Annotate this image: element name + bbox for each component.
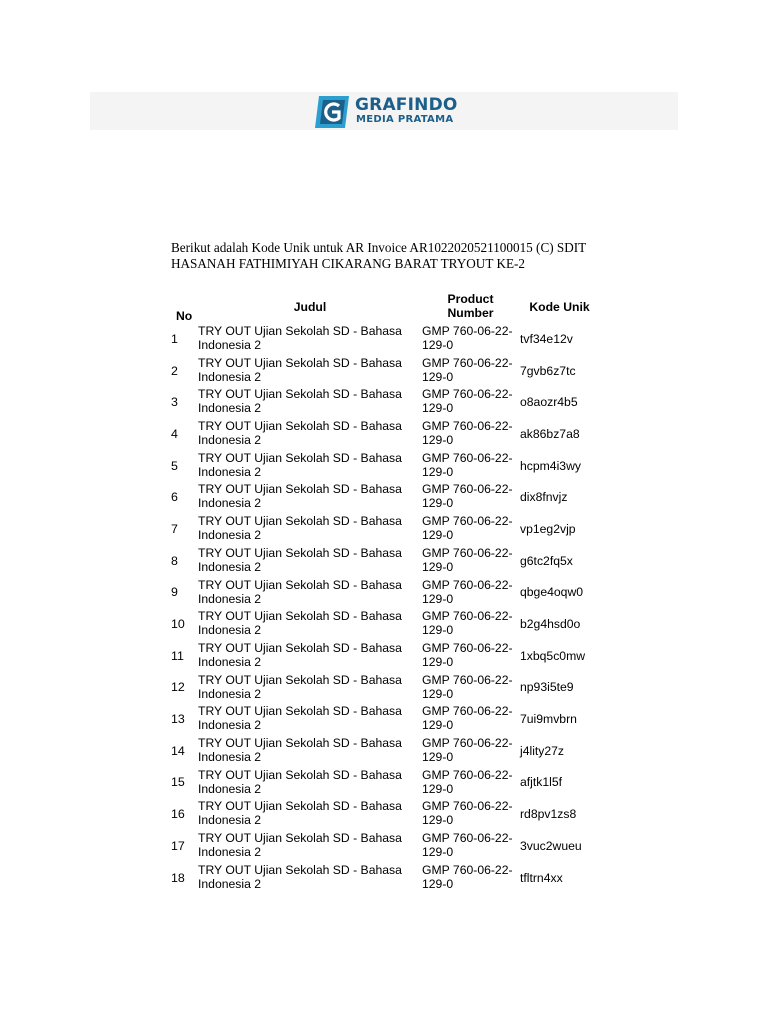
table-row xyxy=(170,798,600,830)
cell-product-number-line-1: GMP 760-06-22- xyxy=(422,324,513,338)
table-row xyxy=(170,355,600,387)
grafindo-logo-icon xyxy=(313,94,353,130)
header-product-number-line-1: Product xyxy=(447,292,494,306)
table-row xyxy=(170,513,600,545)
cell-judul-line-2: Indonesia 2 xyxy=(198,686,262,701)
cell-judul xyxy=(198,450,422,482)
cell-judul-line-2: Indonesia 2 xyxy=(198,845,262,859)
cell-judul-line-2: Indonesia 2 xyxy=(198,433,262,448)
table-row xyxy=(170,608,600,640)
cell-product-number-line-1: GMP 760-06-22- xyxy=(422,514,513,529)
cell-judul-line-2: Indonesia 2 xyxy=(198,623,262,638)
cell-judul-line-1: TRY OUT Ujian Sekolah SD - Bahasa xyxy=(198,609,402,624)
cell-kode-unik: tvf34e12v xyxy=(520,331,573,346)
cell-judul-line-1: TRY OUT Ujian Sekolah SD - Bahasa xyxy=(198,672,402,687)
cell-judul xyxy=(198,862,422,894)
cell-product-number-line-1: GMP 760-06-22- xyxy=(422,767,513,782)
cell-product-number xyxy=(422,798,519,830)
cell-no: 6 xyxy=(171,490,178,505)
cell-product-number-line-1: GMP 760-06-22- xyxy=(422,482,513,497)
cell-product-number-line-1: GMP 760-06-22- xyxy=(422,704,513,719)
header-kode-unik: Kode Unik xyxy=(529,300,590,314)
cell-no: 5 xyxy=(171,458,178,473)
cell-judul xyxy=(198,703,422,735)
cell-no: 13 xyxy=(171,712,185,727)
kode-unik-table xyxy=(170,292,600,893)
cell-judul xyxy=(198,323,422,355)
cell-judul-line-2: Indonesia 2 xyxy=(198,338,262,352)
cell-judul-line-2: Indonesia 2 xyxy=(198,654,262,669)
header-no: No xyxy=(176,309,193,323)
cell-judul-line-1: TRY OUT Ujian Sekolah SD - Bahasa xyxy=(198,355,402,370)
cell-judul xyxy=(198,418,422,450)
cell-kode-unik: j4lity27z xyxy=(520,743,565,758)
cell-product-number xyxy=(422,830,519,862)
cell-kode-unik: vp1eg2vjp xyxy=(520,521,576,536)
cell-judul-line-1: TRY OUT Ujian Sekolah SD - Bahasa xyxy=(198,862,402,877)
intro-line-1: Berikut adalah Kode Unik untuk AR Invoice AR1022020521100015 (C) SDIT xyxy=(171,240,587,255)
cell-product-number-line-1: GMP 760-06-22- xyxy=(422,735,513,750)
cell-product-number-line-2: 129-0 xyxy=(422,654,454,669)
cell-judul xyxy=(198,481,422,513)
cell-product-number-line-2: 129-0 xyxy=(422,401,454,416)
cell-product-number-line-2: 129-0 xyxy=(422,464,454,479)
cell-judul xyxy=(198,545,422,577)
cell-product-number xyxy=(422,545,519,577)
cell-product-number xyxy=(422,735,519,767)
cell-kode-unik: afjtk1l5f xyxy=(520,775,563,790)
cell-product-number-line-2: 129-0 xyxy=(422,718,454,733)
cell-judul-line-2: Indonesia 2 xyxy=(198,718,262,733)
cell-judul-line-1: TRY OUT Ujian Sekolah SD - Bahasa xyxy=(198,514,402,529)
header-judul: Judul xyxy=(293,300,327,314)
cell-judul xyxy=(198,767,422,799)
cell-kode-unik: g6tc2fq5x xyxy=(520,553,573,568)
cell-product-number xyxy=(422,513,519,545)
table-header-row xyxy=(170,292,600,323)
cell-product-number-line-2: 129-0 xyxy=(422,338,454,352)
table-row xyxy=(170,450,600,482)
cell-kode-unik: hcpm4i3wy xyxy=(520,458,581,473)
table-row xyxy=(170,577,600,609)
cell-product-number-line-2: 129-0 xyxy=(422,749,454,764)
table-row xyxy=(170,640,600,672)
cell-kode-unik: dix8fnvjz xyxy=(520,490,568,505)
cell-judul-line-2: Indonesia 2 xyxy=(198,749,262,764)
table-row xyxy=(170,767,600,799)
cell-product-number xyxy=(422,481,519,513)
cell-kode-unik: qbge4oqw0 xyxy=(520,585,584,600)
cell-no: 1 xyxy=(171,331,178,346)
cell-product-number-line-2: 129-0 xyxy=(422,496,454,511)
cell-product-number-line-2: 129-0 xyxy=(422,369,454,384)
cell-product-number-line-1: GMP 760-06-22- xyxy=(422,609,513,624)
cell-product-number-line-1: GMP 760-06-22- xyxy=(422,355,513,370)
cell-kode-unik: rd8pv1zs8 xyxy=(520,807,577,822)
cell-kode-unik: 7gvb6z7tc xyxy=(520,363,576,378)
cell-kode-unik: 3vuc2wueu xyxy=(520,838,582,853)
cell-product-number-line-2: 129-0 xyxy=(422,781,454,796)
cell-judul-line-2: Indonesia 2 xyxy=(198,781,262,796)
cell-product-number-line-1: GMP 760-06-22- xyxy=(422,545,513,560)
cell-product-number xyxy=(422,418,519,450)
table-row xyxy=(170,830,600,862)
cell-no: 16 xyxy=(171,807,185,822)
cell-product-number xyxy=(422,450,519,482)
cell-product-number-line-1: GMP 760-06-22- xyxy=(422,862,513,877)
cell-judul xyxy=(198,830,422,862)
cell-product-number xyxy=(422,862,519,894)
cell-judul-line-1: TRY OUT Ujian Sekolah SD - Bahasa xyxy=(198,387,402,402)
cell-no: 3 xyxy=(171,395,178,410)
cell-product-number xyxy=(422,640,519,672)
cell-kode-unik: ak86bz7a8 xyxy=(520,426,580,441)
cell-kode-unik: tfltrn4xx xyxy=(520,870,563,885)
cell-judul-line-1: TRY OUT Ujian Sekolah SD - Bahasa xyxy=(198,640,402,655)
cell-product-number-line-1: GMP 760-06-22- xyxy=(422,419,513,434)
cell-judul xyxy=(198,577,422,609)
table-row xyxy=(170,418,600,450)
cell-judul-line-1: TRY OUT Ujian Sekolah SD - Bahasa xyxy=(198,419,402,434)
cell-no: 18 xyxy=(171,870,185,885)
cell-judul-line-1: TRY OUT Ujian Sekolah SD - Bahasa xyxy=(198,577,402,592)
cell-judul-line-1: TRY OUT Ujian Sekolah SD - Bahasa xyxy=(198,545,402,560)
cell-product-number-line-2: 129-0 xyxy=(422,845,454,859)
cell-judul-line-1: TRY OUT Ujian Sekolah SD - Bahasa xyxy=(198,324,402,338)
cell-judul-line-2: Indonesia 2 xyxy=(198,559,262,574)
table-body xyxy=(170,323,600,893)
cell-product-number xyxy=(422,577,519,609)
cell-product-number-line-1: GMP 760-06-22- xyxy=(422,450,513,465)
cell-kode-unik: 7ui9mvbrn xyxy=(520,712,577,727)
cell-no: 12 xyxy=(171,680,185,695)
cell-judul xyxy=(198,640,422,672)
cell-no: 4 xyxy=(171,426,178,441)
cell-product-number-line-1: GMP 760-06-22- xyxy=(422,831,513,845)
table-row xyxy=(170,735,600,767)
cell-product-number xyxy=(422,672,519,704)
cell-product-number-line-2: 129-0 xyxy=(422,591,454,606)
cell-product-number-line-1: GMP 760-06-22- xyxy=(422,672,513,687)
cell-product-number-line-1: GMP 760-06-22- xyxy=(422,799,513,814)
cell-kode-unik: 1xbq5c0mw xyxy=(520,648,586,663)
cell-product-number xyxy=(422,703,519,735)
cell-no: 17 xyxy=(171,838,185,853)
cell-judul-line-2: Indonesia 2 xyxy=(198,528,262,543)
cell-judul-line-1: TRY OUT Ujian Sekolah SD - Bahasa xyxy=(198,831,402,845)
table-row xyxy=(170,703,600,735)
cell-judul-line-2: Indonesia 2 xyxy=(198,401,262,416)
cell-judul xyxy=(198,798,422,830)
cell-kode-unik: b2g4hsd0o xyxy=(520,617,581,632)
logo-title: GRAFINDO xyxy=(355,95,458,115)
header-product-number xyxy=(422,292,519,323)
cell-product-number-line-2: 129-0 xyxy=(422,876,454,891)
cell-judul-line-2: Indonesia 2 xyxy=(198,496,262,511)
cell-no: 10 xyxy=(171,617,185,632)
table-row xyxy=(170,386,600,418)
cell-product-number-line-1: GMP 760-06-22- xyxy=(422,387,513,402)
cell-product-number-line-2: 129-0 xyxy=(422,433,454,448)
cell-judul-line-2: Indonesia 2 xyxy=(198,876,262,891)
intro-paragraph xyxy=(171,240,601,272)
cell-judul-line-1: TRY OUT Ujian Sekolah SD - Bahasa xyxy=(198,767,402,782)
cell-judul-line-1: TRY OUT Ujian Sekolah SD - Bahasa xyxy=(198,482,402,497)
cell-no: 2 xyxy=(171,363,178,378)
cell-product-number-line-1: GMP 760-06-22- xyxy=(422,640,513,655)
table-row xyxy=(170,862,600,894)
table-row xyxy=(170,323,600,355)
grafindo-logo xyxy=(313,94,463,130)
logo-subtitle: MEDIA PRATAMA xyxy=(356,114,454,125)
cell-product-number xyxy=(422,608,519,640)
cell-no: 11 xyxy=(171,648,184,663)
cell-judul-line-1: TRY OUT Ujian Sekolah SD - Bahasa xyxy=(198,704,402,719)
table-row xyxy=(170,545,600,577)
intro-line-2: HASANAH FATHIMIYAH CIKARANG BARAT TRYOUT KE-2 xyxy=(171,256,526,271)
cell-product-number-line-2: 129-0 xyxy=(422,686,454,701)
cell-product-number xyxy=(422,355,519,387)
cell-no: 15 xyxy=(171,775,185,790)
cell-judul xyxy=(198,608,422,640)
table-row xyxy=(170,672,600,704)
cell-judul xyxy=(198,672,422,704)
cell-no: 7 xyxy=(171,521,178,536)
cell-kode-unik: np93i5te9 xyxy=(520,680,574,695)
cell-judul-line-2: Indonesia 2 xyxy=(198,813,262,828)
cell-judul-line-1: TRY OUT Ujian Sekolah SD - Bahasa xyxy=(198,735,402,750)
cell-judul-line-2: Indonesia 2 xyxy=(198,591,262,606)
cell-no: 8 xyxy=(171,553,178,568)
cell-judul-line-2: Indonesia 2 xyxy=(198,464,262,479)
cell-judul-line-2: Indonesia 2 xyxy=(198,369,262,384)
table-row xyxy=(170,481,600,513)
cell-product-number-line-2: 129-0 xyxy=(422,623,454,638)
cell-judul xyxy=(198,513,422,545)
header-product-number-line-2: Number xyxy=(447,306,494,320)
cell-product-number xyxy=(422,767,519,799)
cell-kode-unik: o8aozr4b5 xyxy=(520,395,578,410)
cell-product-number xyxy=(422,323,519,355)
cell-judul xyxy=(198,735,422,767)
cell-product-number xyxy=(422,386,519,418)
cell-no: 14 xyxy=(171,743,185,758)
cell-product-number-line-2: 129-0 xyxy=(422,559,454,574)
cell-no: 9 xyxy=(171,585,178,600)
cell-product-number-line-2: 129-0 xyxy=(422,813,454,828)
cell-judul xyxy=(198,386,422,418)
cell-judul-line-1: TRY OUT Ujian Sekolah SD - Bahasa xyxy=(198,450,402,465)
cell-product-number-line-2: 129-0 xyxy=(422,528,454,543)
cell-judul-line-1: TRY OUT Ujian Sekolah SD - Bahasa xyxy=(198,799,402,814)
cell-product-number-line-1: GMP 760-06-22- xyxy=(422,577,513,592)
cell-judul xyxy=(198,355,422,387)
